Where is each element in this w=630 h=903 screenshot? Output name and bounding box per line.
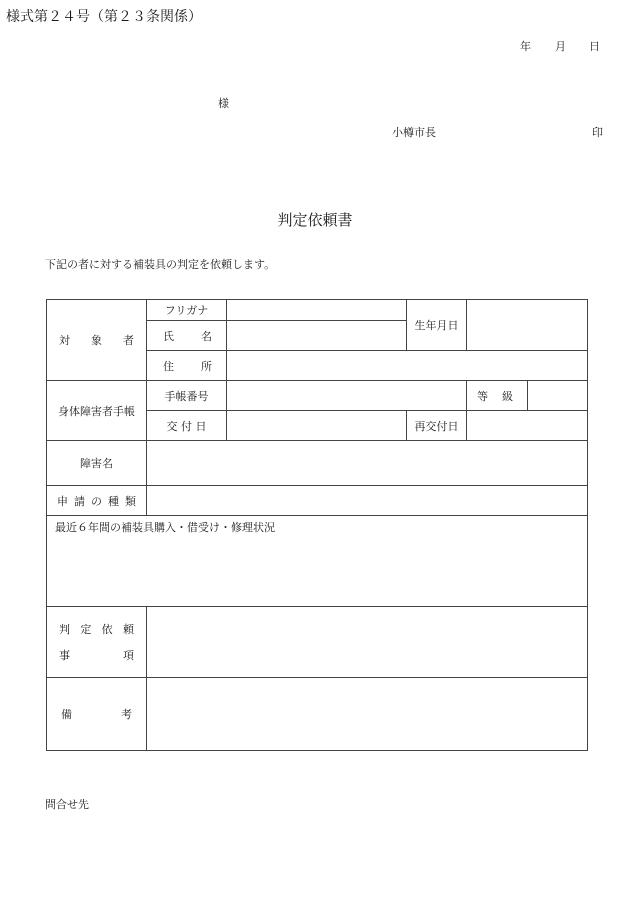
recent-status-label: 最近６年間の補装具購入・借受け・修理状況 — [55, 521, 275, 534]
request-items-label-cell — [46, 606, 147, 678]
handbook-number-field[interactable] — [226, 380, 467, 411]
grade-label-cell — [466, 380, 528, 411]
grade-char: 級 — [502, 389, 513, 403]
recent-status-field[interactable] — [46, 515, 588, 607]
application-type-char: の — [91, 494, 102, 508]
subject-char: 象 — [91, 334, 102, 347]
seal-mark: 印 — [592, 126, 603, 139]
name-char: 名 — [201, 329, 212, 343]
remarks-char: 備 — [61, 708, 72, 721]
application-type-label-cell — [46, 485, 147, 516]
handbook-label-cell — [46, 380, 147, 441]
birthdate-label: 生年月日 — [414, 319, 459, 332]
intro-text: 下記の者に対する補装具の判定を依頼します。 — [45, 258, 276, 271]
name-label-cell — [146, 320, 227, 351]
request-char: 頼 — [122, 623, 134, 636]
reissue-date-label-cell — [406, 410, 467, 441]
name-char: 氏 — [163, 329, 174, 343]
application-type-char: 類 — [125, 494, 136, 508]
birthdate-field[interactable] — [466, 299, 588, 351]
grade-char: 等 — [477, 389, 488, 403]
furigana-label-cell — [146, 299, 227, 321]
contact-label: 問合せ先 — [45, 798, 89, 811]
date-month-label: 月 — [555, 40, 566, 53]
furigana-field[interactable] — [226, 299, 407, 321]
disability-name-label-cell — [46, 440, 147, 486]
address-char: 住 — [163, 359, 174, 373]
grade-field[interactable] — [527, 380, 588, 411]
application-type-field[interactable] — [146, 485, 588, 516]
date-year-label: 年 — [520, 40, 531, 53]
application-type-char: 申 — [57, 494, 68, 508]
reissue-date-field[interactable] — [466, 410, 588, 441]
form-number: 様式第２４号（第２３条関係） — [6, 9, 202, 25]
furigana-label: フリガナ — [164, 304, 209, 317]
document-title: 判定依頼書 — [277, 211, 353, 229]
subject-char: 対 — [59, 334, 70, 347]
issue-date-field[interactable] — [226, 410, 407, 441]
subject-label-cell — [46, 299, 147, 381]
request-char: 事 — [59, 649, 70, 662]
name-field[interactable] — [226, 320, 407, 351]
request-char: 判 — [59, 623, 70, 636]
request-char: 依 — [101, 623, 113, 636]
address-char: 所 — [201, 359, 212, 373]
address-label-cell — [146, 350, 227, 381]
addressee-suffix: 様 — [218, 97, 229, 110]
application-type-char: 種 — [108, 494, 119, 508]
handbook-number-label-cell — [146, 380, 227, 411]
reissue-date-label: 再交付日 — [414, 419, 459, 433]
issue-date-label-cell — [146, 410, 227, 441]
remarks-char: 考 — [121, 708, 132, 721]
request-char: 定 — [80, 623, 92, 636]
handbook-label: 身体障害者手帳 — [58, 404, 135, 418]
application-type-char: 請 — [74, 494, 85, 508]
request-items-field[interactable] — [146, 606, 588, 678]
address-field[interactable] — [226, 350, 588, 381]
issue-date-label: 交 付 日 — [166, 419, 207, 433]
date-day-label: 日 — [589, 40, 600, 53]
disability-name-field[interactable] — [146, 440, 588, 486]
remarks-field[interactable] — [146, 677, 588, 751]
subject-char: 者 — [123, 334, 134, 347]
remarks-label-cell — [46, 677, 147, 751]
request-char: 項 — [123, 649, 134, 662]
birthdate-label-cell — [406, 299, 467, 351]
disability-name-label: 障害名 — [80, 457, 113, 470]
issuer-name: 小樽市長 — [392, 126, 436, 139]
handbook-number-label: 手帳番号 — [164, 389, 209, 403]
